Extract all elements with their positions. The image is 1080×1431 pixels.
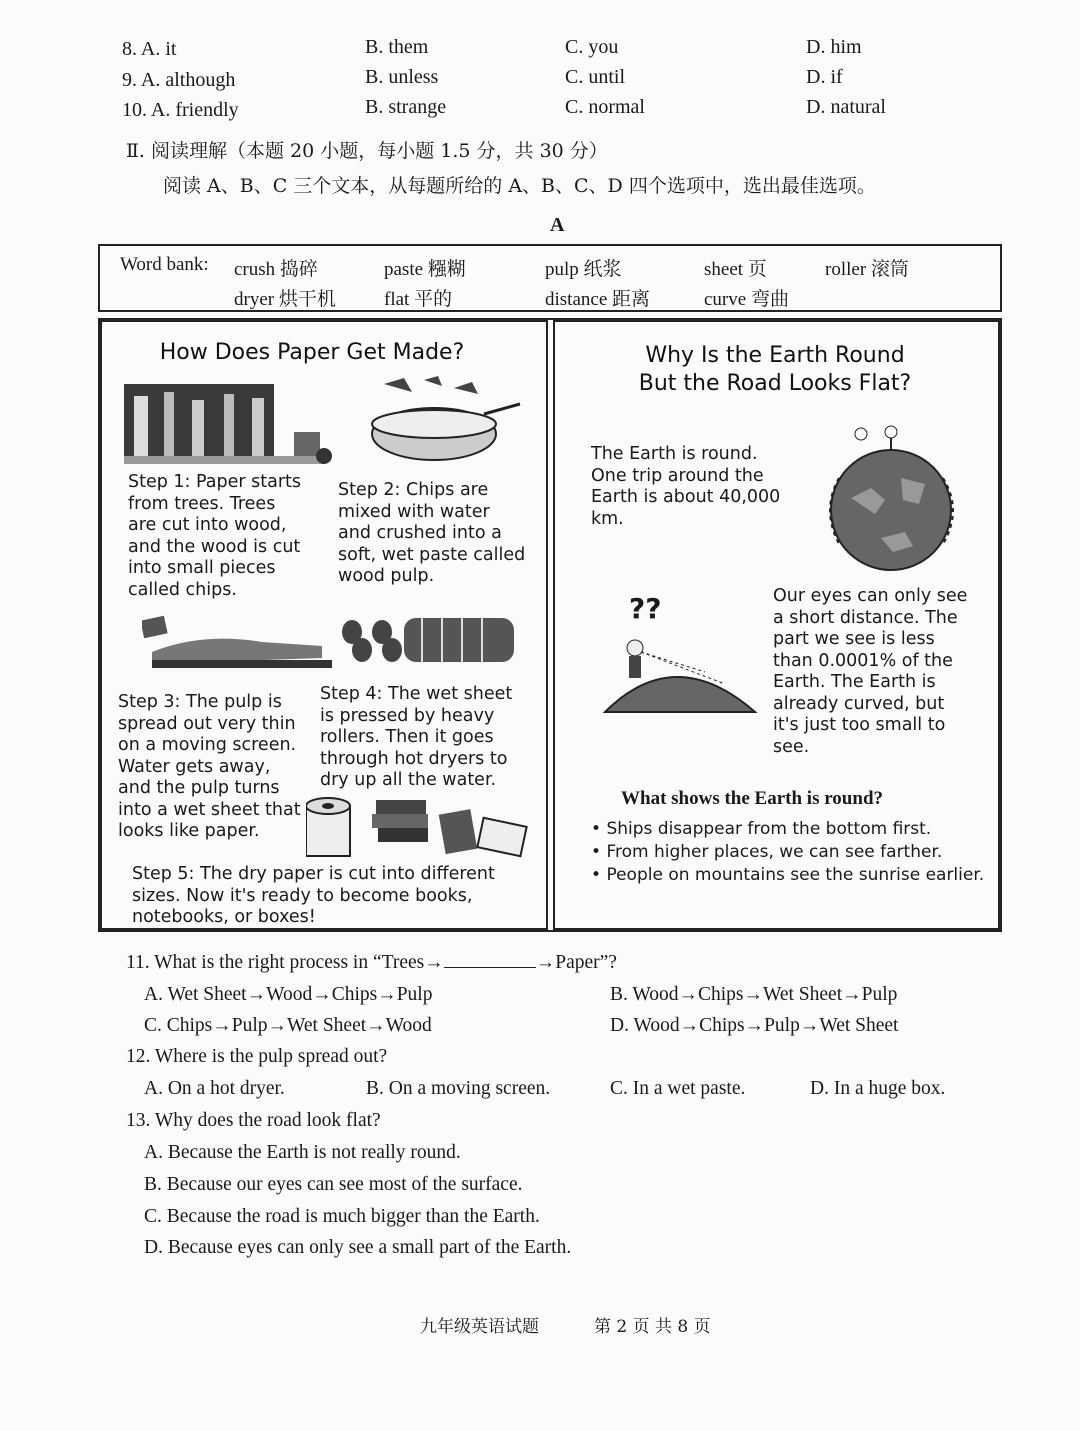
q9-option-a: 9. A. although (122, 69, 236, 91)
section-instruction: 阅读 A、B、C 三个文本，从每题所给的 A、B、C、D 四个选项中，选出最佳选项。 (163, 175, 876, 197)
word-bank-item: sheet 页 (704, 259, 767, 280)
list-item: • From higher places, we can see farther. (591, 841, 984, 864)
word-bank-item: paste 糨糊 (384, 259, 466, 280)
q10-option-b: B. strange (365, 96, 447, 118)
q11-option-b[interactable]: B. Wood→Chips→Wet Sheet→Pulp (610, 984, 898, 1005)
q8-option-c: C. you (565, 36, 619, 58)
question-marks: ?? (629, 592, 662, 625)
earth-title-line2: But the Road Looks Flat? (638, 371, 912, 396)
section-heading: Ⅱ. 阅读理解（本题 20 小题，每小题 1.5 分，共 30 分） (126, 140, 608, 162)
word-bank-item: crush 捣碎 (234, 259, 318, 280)
paper-step-5: Step 5: The dry paper is cut into different sizes. Now it's ready to become books, notebooks, or boxes! (132, 864, 495, 927)
q9-option-d: D. if (806, 66, 843, 88)
q12-option-d[interactable]: D. In a huge box. (810, 1078, 946, 1099)
q9-option-c: C. until (565, 66, 626, 88)
q13-option-a[interactable]: A. Because the Earth is not really round. (144, 1142, 461, 1163)
q11-stem-end: →Paper”? (535, 952, 617, 973)
list-item: • Ships disappear from the bottom first. (591, 818, 984, 841)
earth-globe-illustration (791, 418, 991, 578)
word-bank-item: roller 滚筒 (825, 259, 909, 280)
q11-option-c[interactable]: C. Chips→Pulp→Wet Sheet→Wood (144, 1015, 432, 1036)
q13-option-c[interactable]: C. Because the road is much bigger than the Earth. (144, 1206, 540, 1227)
earth-text-round: The Earth is round. One trip around the Earth is about 40,000 km. (591, 444, 781, 529)
q8-option-b: B. them (365, 36, 429, 58)
part-label: A (550, 214, 565, 236)
paper-products-illustration (306, 792, 536, 862)
earth-subheading: What shows the Earth is round? (621, 788, 884, 809)
q11-stem (126, 952, 617, 974)
word-bank-label: Word bank: (120, 254, 209, 275)
q8-option-a: 8. A. it (122, 38, 177, 60)
paper-panel-title: How Does Paper Get Made? (159, 340, 465, 365)
earth-panel-title (555, 342, 995, 398)
q13-option-d[interactable]: D. Because eyes can only see a small part of the Earth. (144, 1237, 572, 1258)
earth-evidence-list (591, 818, 984, 887)
q10-option-c: C. normal (565, 96, 645, 118)
word-bank-item: dryer 烘干机 (234, 289, 336, 310)
paper-rollers-illustration (142, 612, 532, 674)
q11-option-d[interactable]: D. Wood→Chips→Pulp→Wet Sheet (610, 1015, 899, 1036)
q10-option-d: D. natural (806, 96, 886, 118)
paper-panel (100, 320, 548, 930)
q12-stem: 12. Where is the pulp spread out? (126, 1046, 388, 1067)
word-bank-item: pulp 纸浆 (545, 259, 622, 280)
q10-option-a: 10. A. friendly (122, 99, 239, 121)
paper-trees-illustration (124, 374, 524, 474)
q11-stem-start: 11. What is the right process in “Trees→ (126, 952, 444, 973)
q13-option-b[interactable]: B. Because our eyes can see most of the surface. (144, 1174, 523, 1195)
paper-step-3: Step 3: The pulp is spread out very thin on a moving screen. Water gets away, and the pulp turns into a wet sheet that looks like paper. (118, 692, 301, 841)
earth-horizon-illustration (595, 622, 765, 732)
q11-blank[interactable] (444, 953, 536, 968)
q12-option-a[interactable]: A. On a hot dryer. (144, 1078, 285, 1099)
word-bank-item: distance 距离 (545, 289, 651, 310)
earth-title-line1: Why Is the Earth Round (645, 343, 905, 368)
paper-step-2: Step 2: Chips are mixed with water and crushed into a soft, wet paste called wood pulp. (338, 480, 526, 586)
list-item: • People on mountains see the sunrise earlier. (591, 864, 984, 887)
paper-step-4: Step 4: The wet sheet is pressed by heavy rollers. Then it goes through hot dryers to dry up all the water. (320, 684, 513, 790)
q9-option-b: B. unless (365, 66, 439, 88)
q8-option-d: D. him (806, 36, 862, 58)
word-bank-box (98, 244, 1002, 312)
earth-panel (553, 320, 1000, 930)
footer-page-number: 第 2 页 共 8 页 (594, 1317, 711, 1337)
q12-option-c[interactable]: C. In a wet paste. (610, 1078, 746, 1099)
word-bank-item: curve 弯曲 (704, 289, 789, 310)
footer-subject: 九年级英语试题 (420, 1317, 539, 1337)
earth-text-distance: Our eyes can only see a short distance. The part we see is less than 0.0001% of the Earth. The Earth is already curved, but it's just too small to see. (773, 586, 968, 757)
q12-option-b[interactable]: B. On a moving screen. (366, 1078, 551, 1099)
q13-stem: 13. Why does the road look flat? (126, 1110, 381, 1131)
paper-step-1: Step 1: Paper starts from trees. Trees are cut into wood, and the wood is cut into small pieces called chips. (128, 472, 302, 600)
q11-option-a[interactable]: A. Wet Sheet→Wood→Chips→Pulp (144, 984, 433, 1005)
word-bank-item: flat 平的 (384, 289, 453, 310)
